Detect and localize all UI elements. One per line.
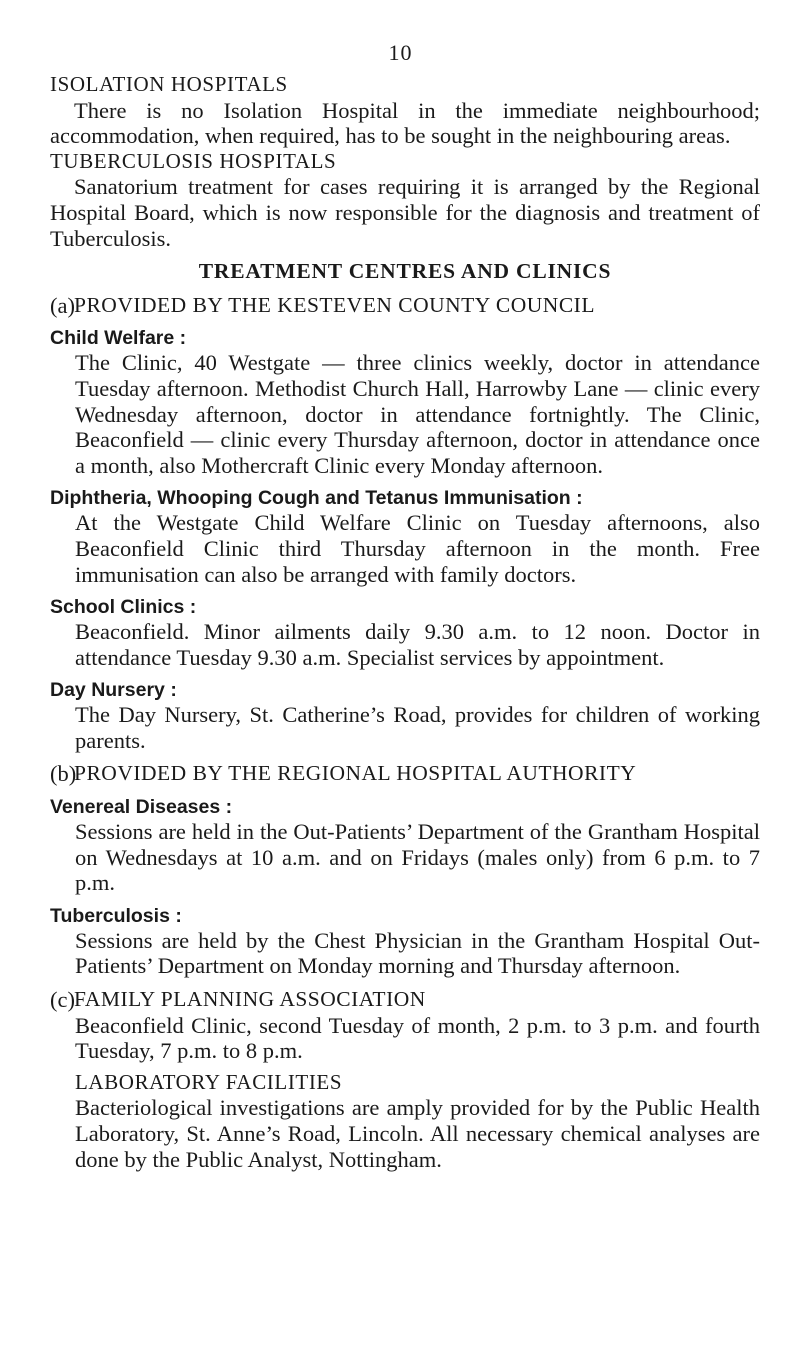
school-clinics-body: Beaconfield. Minor ailments daily 9.30 a.m. to 12 noon. Doctor in attendance Tuesday 9.30 a.m. Specialist services by appointment. bbox=[75, 619, 760, 670]
child-welfare-heading: Child Welfare : bbox=[50, 327, 187, 350]
immunisation-body: At the Westgate Child Welfare Clinic on Tuesday afternoons, also Beaconfield Clinic third Thursday afternoon in the month. Free immunisation can also be arranged with family doctors. bbox=[75, 510, 760, 587]
child-welfare-body: The Clinic, 40 Westgate — three clinics weekly, doctor in attendance Tuesday afternoon. Methodist Church Hall, Harrowby Lane — clinic every Wednesday afternoon, doctor in attendance fortnightly. The Clinic, Beaconfield — clinic every Thursday afternoon, doctor in attendance once a month, also Mothercraft Clinic every Monday afternoon. bbox=[75, 350, 760, 478]
laboratory-heading: LABORATORY FACILITIES bbox=[75, 1069, 343, 1094]
section-b-letter: (b) bbox=[50, 761, 77, 787]
family-planning-body: Beaconfield Clinic, second Tuesday of month, 2 p.m. to 3 p.m. and fourth Tuesday, 7 p.m. to 8 p.m. bbox=[75, 1012, 760, 1064]
tuberculosis-hospitals-heading: TUBERCULOSIS HOSPITALS bbox=[50, 148, 337, 173]
tuberculosis-heading: Tuberculosis : bbox=[50, 904, 182, 927]
section-b-heading bbox=[50, 761, 760, 787]
tuberculosis-body: Sessions are held by the Chest Physician in the Grantham Hospital Out-Patients’ Department on Monday morning and Thursday afternoon. bbox=[75, 927, 760, 979]
section-c-title: FAMILY PLANNING ASSOCIATION bbox=[74, 987, 426, 1012]
section-a-heading bbox=[50, 293, 760, 319]
isolation-heading: ISOLATION HOSPITALS bbox=[50, 72, 288, 96]
isolation-body: There is no Isolation Hospital in the immediate neighbourhood; accommodation, when required, has to be sought in the neighbouring areas. bbox=[50, 97, 760, 149]
tuberculosis-hospitals-body: Sanatorium treatment for cases requiring it is arranged by the Regional Hospital Board, which is now responsible for the diagnosis and treatment of Tuberculosis. bbox=[50, 174, 760, 251]
page-number: 10 bbox=[388, 40, 413, 65]
section-c-letter: (c) bbox=[50, 987, 75, 1013]
section-b-title: PROVIDED BY THE REGIONAL HOSPITAL AUTHORITY bbox=[74, 761, 637, 786]
page-content bbox=[50, 72, 760, 1172]
day-nursery-heading: Day Nursery : bbox=[50, 679, 177, 702]
school-clinics-heading: School Clinics : bbox=[50, 596, 197, 619]
day-nursery-body: The Day Nursery, St. Catherine’s Road, provides for children of working parents. bbox=[75, 702, 760, 753]
venereal-body: Sessions are held in the Out-Patients’ Department of the Grantham Hospital on Wednesdays at 10 a.m. and on Fridays (males only) from 6 p.m. to 7 p.m. bbox=[75, 819, 760, 896]
section-a-letter: (a) bbox=[50, 292, 75, 318]
section-a-title: PROVIDED BY THE KESTEVEN COUNTY COUNCIL bbox=[74, 292, 595, 317]
immunisation-heading: Diphtheria, Whooping Cough and Tetanus Immunisation : bbox=[50, 487, 583, 510]
laboratory-body: Bacteriological investigations are amply provided for by the Public Health Laboratory, St. Anne’s Road, Lincoln. All necessary chemical analyses are done by the Public Analyst, Nottingham. bbox=[75, 1095, 760, 1172]
venereal-heading: Venereal Diseases : bbox=[50, 796, 233, 819]
treatment-centres-heading: TREATMENT CENTRES AND CLINICS bbox=[198, 259, 612, 284]
section-c-heading bbox=[50, 987, 760, 1013]
